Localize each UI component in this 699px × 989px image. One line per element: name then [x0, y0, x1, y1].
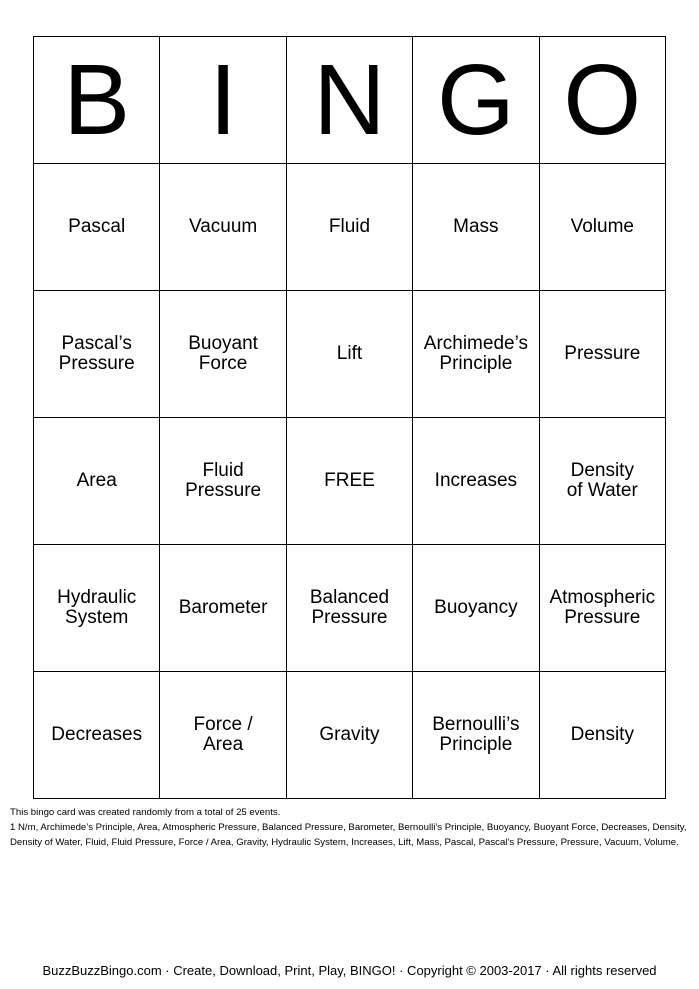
bingo-cell: Archimede’s Principle: [413, 291, 539, 418]
bingo-cell: Gravity: [286, 672, 412, 799]
free-space-cell: FREE: [286, 418, 412, 545]
bingo-cell: Vacuum: [160, 164, 286, 291]
header-letter-b: B: [34, 37, 160, 164]
bingo-row: [34, 164, 666, 291]
bingo-row: [34, 418, 666, 545]
bingo-header-row: [34, 37, 666, 164]
bingo-cell: Lift: [286, 291, 412, 418]
bingo-cell: Barometer: [160, 545, 286, 672]
bingo-cell: Bernoulli’s Principle: [413, 672, 539, 799]
header-letter-i: I: [160, 37, 286, 164]
bingo-cell: Atmospheric Pressure: [539, 545, 665, 672]
footer-copyright: BuzzBuzzBingo.com · Create, Download, Print, Play, BINGO! · Copyright © 2003-2017 · All rights reserved: [42, 963, 657, 978]
bingo-cell: Buoyant Force: [160, 291, 286, 418]
bingo-cell: Pascal’s Pressure: [34, 291, 160, 418]
bingo-cell: Area: [34, 418, 160, 545]
bingo-cell: Force / Area: [160, 672, 286, 799]
bingo-cell: Pressure: [539, 291, 665, 418]
bingo-cell: Buoyancy: [413, 545, 539, 672]
header-letter-g: G: [413, 37, 539, 164]
bingo-row: [34, 291, 666, 418]
bingo-cell: Decreases: [34, 672, 160, 799]
bingo-cell: Mass: [413, 164, 539, 291]
bingo-row: [34, 545, 666, 672]
note-items-line-1: 1 N/m, Archimede’s Principle, Area, Atmospheric Pressure, Balanced Pressure, Barometer, Bernoulli’s Principle, Buoyancy, Buoyant Force, Decreases, Density,: [10, 822, 687, 833]
bingo-cell: Hydraulic System: [34, 545, 160, 672]
bingo-cell: Balanced Pressure: [286, 545, 412, 672]
bingo-cell: Density of Water: [539, 418, 665, 545]
note-items-line-2: Density of Water, Fluid, Fluid Pressure, Force / Area, Gravity, Hydraulic System, Increases, Lift, Mass, Pascal, Pascal’s Pressure, Pressure, Vacuum, Volume.: [10, 837, 679, 848]
note-summary: This bingo card was created randomly from a total of 25 events.: [10, 807, 281, 818]
header-letter-o: O: [539, 37, 665, 164]
bingo-cell: Increases: [413, 418, 539, 545]
bingo-cell: Fluid: [286, 164, 412, 291]
bingo-cell: Pascal: [34, 164, 160, 291]
bingo-cell: Density: [539, 672, 665, 799]
bingo-cell: Fluid Pressure: [160, 418, 286, 545]
card-info-note: [10, 805, 690, 850]
bingo-cell: Volume: [539, 164, 665, 291]
bingo-row: [34, 672, 666, 799]
bingo-card: [33, 36, 666, 799]
header-letter-n: N: [286, 37, 412, 164]
